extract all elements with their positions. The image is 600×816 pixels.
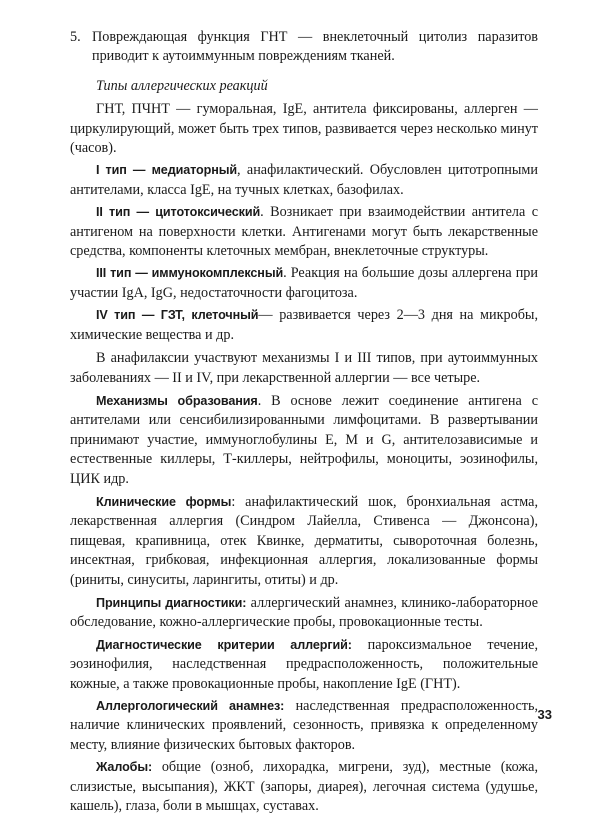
complaints-term: Жалобы:	[96, 760, 153, 775]
section-title: Типы аллергических реакций	[96, 77, 268, 94]
type-1-paragraph	[70, 161, 538, 200]
type-2-term: II тип — цитотоксический	[96, 205, 261, 220]
list-item-number: 5.	[70, 29, 81, 45]
mechanisms-paragraph	[70, 392, 538, 489]
principles-paragraph	[70, 594, 538, 633]
type-1-term: I тип — медиаторный	[96, 163, 238, 178]
criteria-text: пароксизмальное течение, эозинофилия, наследственная предрасположенность, положительные кожные, а также провокационные пробы, накопление IgE (ГНТ).	[70, 636, 539, 692]
list-item-5	[70, 28, 538, 67]
clinical-paragraph	[70, 493, 538, 590]
principles-term: Принципы диагностики:	[96, 595, 247, 610]
type-3-paragraph	[70, 264, 538, 303]
criteria-term: Диагностические критерии аллергий:	[96, 637, 352, 652]
anamnesis-paragraph	[70, 697, 538, 755]
type-4-paragraph	[70, 306, 538, 345]
page-number: 33	[537, 707, 552, 722]
type-2-text: . Возникает при взаимодействии антитела с антигеном на поверхности клетки. Антигенами могут быть лекарственные средства, компоненты клеточных мембран, внеклеточные структуры.	[70, 204, 539, 260]
list-item-text: Повреждающая функция ГНТ — внеклеточный цитолиз паразитов приводит к аутоиммунным повреждениям тканей.	[92, 29, 538, 65]
complaints-text: общие (озноб, лихорадка, мигрени, зуд), местные (кожа, слизистые, высыпания), ЖКТ (запоры, диарея), легочная система (удушье, кашель), глаза, боли в мышцах, суставах.	[70, 759, 538, 815]
type-4-term: IV тип — ГЗТ, клеточный	[96, 308, 259, 323]
principles-text: аллергический анамнез, клинико-лабораторное обследование, кожно-аллергические пробы, провокационные тесты.	[70, 594, 539, 631]
intro-paragraph: ГНТ, ПЧНТ — гуморальная, IgE, антитела фиксированы, аллерген — циркулирующий, может быть трех типов, развивается через несколько минут (часов).	[70, 101, 538, 157]
criteria-paragraph	[70, 636, 538, 694]
anamnesis-text: наследственная предрасположенность, наличие клинических проявлений, сезонность, привязка к определенному месту, влияние физических бытовых факторов.	[70, 698, 539, 753]
type-4-text: — развивается через 2—3 дня на микробы, химические вещества и др.	[70, 307, 539, 343]
type-3-text: . Реакция на большие дозы аллергена при участии IgA, IgG, недостаточности фагоцитоза.	[70, 265, 538, 301]
mechanisms-text: . В основе лежит соединение антигена с антителами или сенсибилизированными лимфоцитами. В развертывании принимают участие, иммуноглобулины Е, М и G, антителозависимые и естественные киллеры, Т-киллеры, нейтрофилы, моноциты, эозинофилы, ЦИК идр.	[70, 392, 538, 487]
clinical-text: : анафилактический шок, бронхиальная астма, лекарственная аллергия (Синдром Лайелла, Стивенса — Джонсона), пищевая, крапивница, отек Квинке, дерматиты, сывороточная болезнь, инсектная, грибковая, инфекционная аллергия, локализованные формы (риниты, синуситы, ларингиты, отиты) и др.	[70, 493, 538, 588]
clinical-term: Клинические формы	[96, 494, 232, 509]
complaints-paragraph	[70, 758, 538, 816]
type-3-term: III тип — иммунокомплексный	[96, 266, 284, 281]
type-1-text: , анафилактический. Обусловлен цитотропными антителами, класса IgE, на тучных клетках, базофилах.	[70, 162, 538, 198]
mechanisms-term: Механизмы образования	[96, 393, 258, 408]
anamnesis-term: Аллергологический анамнез:	[96, 699, 285, 713]
anaphylaxis-paragraph: В анафилаксии участвуют механизмы I и III типов, при аутоиммунных заболеваниях — II и IV, при лекарственной аллергии — все четыре.	[70, 350, 538, 386]
type-2-paragraph	[70, 203, 538, 261]
